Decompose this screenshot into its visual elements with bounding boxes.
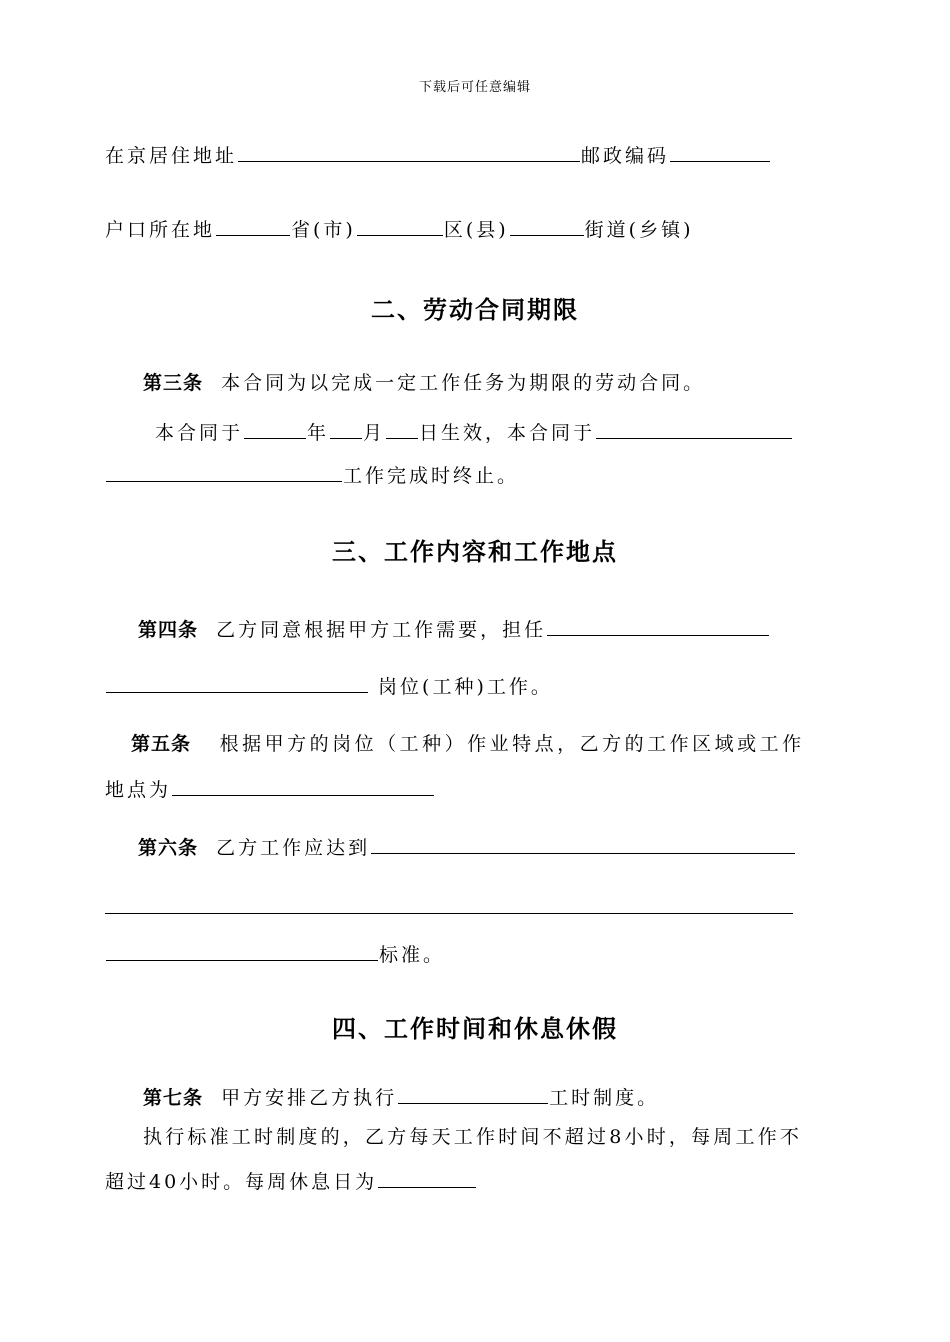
article3-label: 第三条 (143, 372, 204, 394)
article6-text: 乙方工作应达到 (216, 837, 371, 859)
standard-hours-line2 (105, 1167, 477, 1195)
article5-end-line (105, 775, 435, 803)
province-blank[interactable] (216, 215, 290, 236)
article5 (131, 731, 805, 757)
day-blank[interactable] (386, 418, 418, 439)
position-blank-2[interactable] (106, 672, 368, 693)
article6-label: 第六条 (138, 837, 199, 859)
effective-prefix: 本合同于 (155, 422, 244, 444)
end-blank[interactable] (596, 418, 792, 439)
day-effective-label: 日生效，本合同于 (419, 422, 596, 444)
residence-blank[interactable] (238, 141, 580, 162)
district-blank[interactable] (357, 215, 443, 236)
section2-title: 二、劳动合同期限 (371, 296, 579, 324)
hukou-label: 户口所在地 (105, 219, 216, 241)
position-blank[interactable] (547, 615, 769, 636)
residence-line (105, 141, 771, 169)
year-blank[interactable] (244, 418, 306, 439)
postcode-label: 邮政编码 (581, 145, 670, 167)
standard-blank-2[interactable] (105, 893, 793, 914)
residence-label: 在京居住地址 (105, 145, 238, 167)
article7 (143, 1083, 659, 1111)
standard-blank[interactable] (371, 833, 795, 854)
article6 (138, 833, 796, 861)
month-blank[interactable] (330, 418, 362, 439)
article4-end: 岗位(工种)工作。 (378, 676, 553, 698)
street-blank[interactable] (510, 215, 584, 236)
effective-line (155, 418, 793, 446)
article4-end-line (105, 672, 553, 700)
standard-hours-text1: 执行标准工时制度的，乙方每天工作时间不超过8小时，每周工作不 (143, 1126, 803, 1148)
postcode-blank[interactable] (670, 141, 770, 162)
article5-end: 地点为 (105, 779, 172, 801)
end-blank-2[interactable] (106, 461, 342, 482)
standard-hours-text2: 超过40小时。每周休息日为 (105, 1171, 378, 1193)
article7-label: 第七条 (143, 1087, 204, 1109)
article6-end-line (105, 940, 445, 968)
province-label: 省(市) (291, 219, 356, 241)
district-label: 区(县) (443, 219, 509, 241)
end-text: 工作完成时终止。 (343, 465, 520, 487)
hours-system-blank[interactable] (398, 1083, 548, 1104)
standard-hours-line1 (143, 1124, 802, 1150)
month-label: 月 (363, 422, 386, 444)
article6-end: 标准。 (379, 944, 446, 966)
street-label: 街道(乡镇) (584, 219, 694, 241)
article5-text: 根据甲方的岗位（工种）作业特点，乙方的工作区域或工作 (219, 733, 805, 755)
article7-text: 甲方安排乙方执行 (221, 1087, 398, 1109)
standard-blank-3[interactable] (106, 940, 378, 961)
hukou-line (105, 215, 694, 243)
article4-text: 乙方同意根据甲方工作需要，担任 (216, 619, 547, 641)
article3 (143, 370, 705, 396)
article7-end: 工时制度。 (549, 1087, 660, 1109)
end-line (105, 461, 519, 489)
workplace-blank[interactable] (172, 775, 434, 796)
article3-text: 本合同为以完成一定工作任务为期限的劳动合同。 (221, 372, 706, 394)
article4-label: 第四条 (138, 619, 199, 641)
article4 (138, 615, 770, 643)
rest-day-blank[interactable] (378, 1167, 476, 1188)
section4-title: 四、工作时间和休息休假 (332, 1015, 618, 1043)
article5-label: 第五条 (131, 733, 192, 755)
section3-title: 三、工作内容和工作地点 (332, 538, 618, 566)
page-header: 下载后可任意编辑 (418, 80, 531, 95)
year-label: 年 (307, 422, 330, 444)
